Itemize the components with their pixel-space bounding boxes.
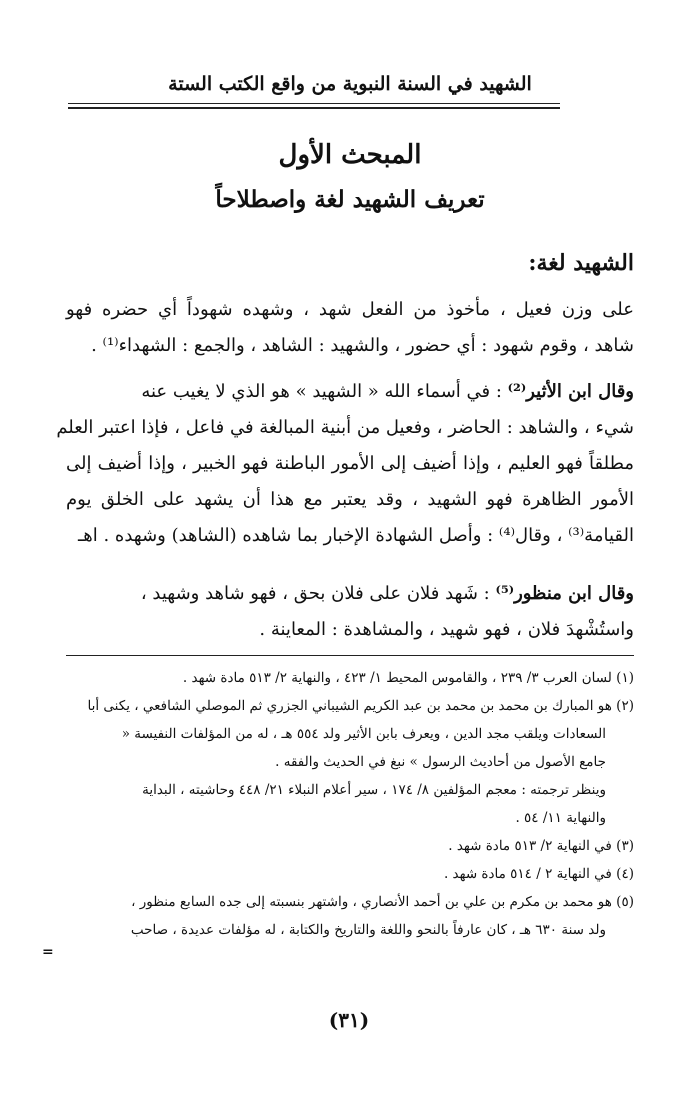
footnote-line: (١) لسان العرب ٣/ ٢٣٩ ، والقاموس المحيط ١/ ٤٢٣ ، والنهاية ٢/ ٥١٣ مادة شهد . xyxy=(182,670,634,686)
text-line: واستُشْهدَ فلان ، فهو شهيد ، والمشاهدة : المعاينة . xyxy=(259,619,634,640)
footnote-line: جامع الأصول من أحاديث الرسول » نبغ في الحديث والفقه . xyxy=(275,754,606,770)
paragraph-definition xyxy=(66,292,634,364)
footnote-line: ولد سنة ٦٣٠ هـ ، كان عارفاً بالنحو واللغة والتاريخ والكتابة ، له مؤلفات عديدة ، صاحب xyxy=(130,922,606,938)
paragraph-lead: وقال ابن الأثير⁽²⁾ xyxy=(507,381,634,402)
subheading: الشهيد لغة: xyxy=(528,250,634,276)
text-line-rest: : شَهد فلان على فلان بحق ، فهو شاهد وشهيد ، xyxy=(140,583,496,604)
footnote-line: وينظر ترجمته : معجم المؤلفين ٨/ ١٧٤ ، سير أعلام النبلاء ٢١/ ٤٤٨ وحاشيته ، البداية xyxy=(142,782,606,798)
footnote-line: والنهاية ١١/ ٥٤ . xyxy=(515,810,606,826)
footnote-line: السعادات ويلقب مجد الدين ، ويعرف بابن الأثير ولد ٥٥٤ هـ ، له من المؤلفات النفيسة « xyxy=(121,726,606,742)
page-number: (٣١) xyxy=(328,1008,370,1032)
text-line: القيامة⁽³⁾ ، وقال⁽⁴⁾ : وأصل الشهادة الإخبار بما شاهده (الشاهد) وشهده . اهـ xyxy=(77,525,634,546)
paragraph-ibn-manzur xyxy=(66,576,634,648)
section-subtitle: تعريف الشهيد لغة واصطلاحاً xyxy=(215,186,485,213)
paragraph-ibn-al-athir xyxy=(56,374,634,554)
paragraph-lead: وقال ابن منظور⁽⁵⁾ xyxy=(495,583,634,604)
header-rule-double xyxy=(68,107,560,109)
section-title: المبحث الأول xyxy=(278,140,422,170)
footnote-rule xyxy=(66,655,634,656)
text-line: الأمور الظاهرة فهو الشهيد ، وقد يعتبر مع هذا أن يشهد على الخلق يوم xyxy=(66,489,634,510)
text-line-rest: : في أسماء الله « الشهيد » هو الذي لا يغيب عنه xyxy=(141,381,508,402)
text-line: شيء ، والشاهد : الحاضر ، وفعيل من أبنية المبالغة في فاعل ، فإذا اعتبر العلم xyxy=(56,417,634,438)
text-line xyxy=(66,374,634,410)
footnote-line: (٣) في النهاية ٢/ ٥١٣ مادة شهد . xyxy=(448,838,634,854)
footnotes xyxy=(66,664,634,944)
text-line: شاهد ، وقوم شهود : أي حضور ، والشهيد : الشاهد ، والجمع : الشهداء⁽¹⁾ . xyxy=(91,335,634,356)
running-header-title: الشهيد في السنة النبوية من واقع الكتب الستة xyxy=(168,73,532,95)
text-line: مطلقاً فهو العليم ، وإذا أضيف إلى الأمور الباطنة فهو الخبير ، وإذا أضيف إلى xyxy=(66,453,634,474)
footnote-line: (٤) في النهاية ٢ / ٥١٤ مادة شهد . xyxy=(443,866,634,882)
footnote-line: (٢) هو المبارك بن محمد بن محمد بن عبد الكريم الشيباني الجزري ثم الموصلي الشافعي ، يكنى أبا xyxy=(87,698,634,714)
header-rule xyxy=(68,103,560,104)
text-line xyxy=(66,576,634,612)
footnote-line: (٥) هو محمد بن مكرم بن علي بن أحمد الأنصاري ، واشتهر بنسبته إلى جده السابع منظور ، xyxy=(131,894,634,910)
text-line: على وزن فعيل ، مأخوذ من الفعل شهد ، وشهده شهوداً أي حضره فهو xyxy=(66,299,634,320)
continuation-mark: = xyxy=(42,944,54,960)
